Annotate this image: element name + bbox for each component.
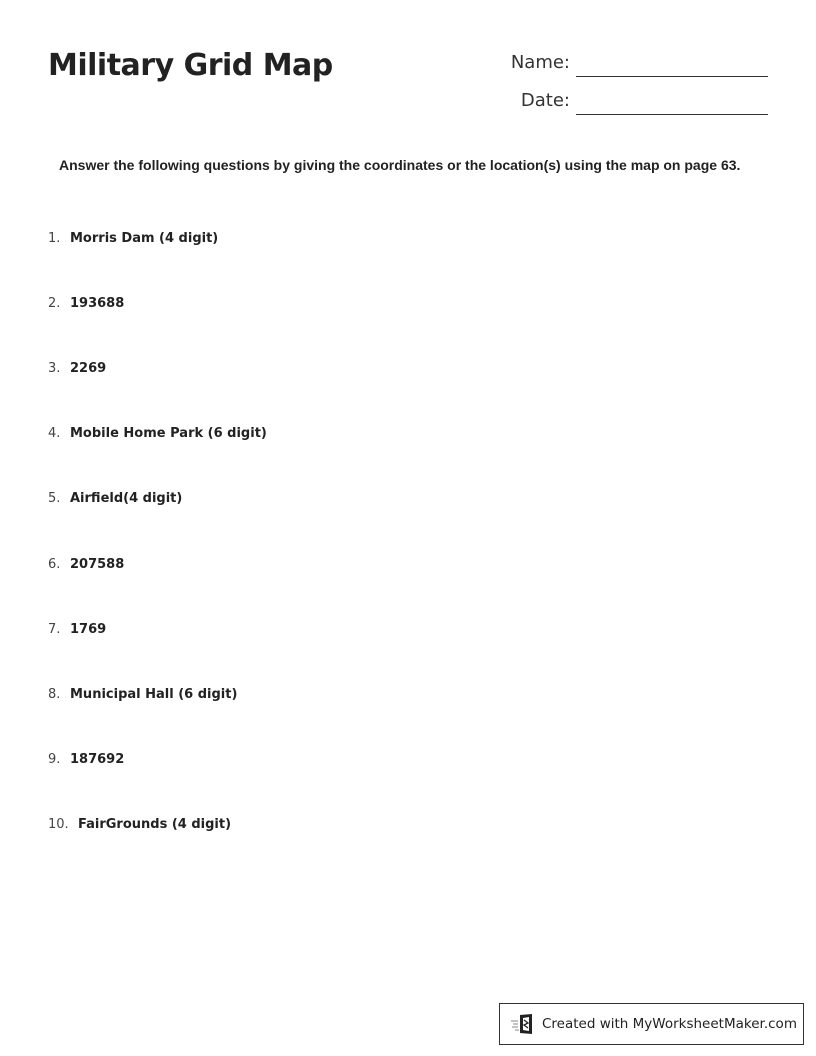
question-number: 2. <box>48 296 61 311</box>
name-label: Name: <box>510 52 570 73</box>
question-text: 187692 <box>70 752 125 767</box>
instructions: Answer the following questions by giving the coordinates or the location(s) using the map on page 63. <box>59 157 741 173</box>
date-input-line[interactable] <box>576 114 768 115</box>
question-text: 1769 <box>70 622 107 637</box>
question-number: 8. <box>48 687 61 702</box>
question-text: Airfield(4 digit) <box>70 491 183 506</box>
question-number: 3. <box>48 361 61 376</box>
question-number: 10. <box>48 817 69 832</box>
question-number: 9. <box>48 752 61 767</box>
date-label: Date: <box>520 90 570 111</box>
question-text: 207588 <box>70 557 125 572</box>
worksheet-title: Military Grid Map <box>48 48 333 83</box>
question-item <box>48 817 231 832</box>
footer-credit-badge[interactable] <box>499 1003 804 1045</box>
question-number: 1. <box>48 231 61 246</box>
question-text: Morris Dam (4 digit) <box>70 231 219 246</box>
question-item <box>48 752 124 767</box>
question-number: 5. <box>48 491 61 506</box>
question-number: 4. <box>48 426 61 441</box>
question-item <box>48 361 106 376</box>
question-item <box>48 296 124 311</box>
question-item <box>48 491 182 506</box>
question-item <box>48 426 267 441</box>
question-text: 2269 <box>70 361 107 376</box>
question-item <box>48 557 124 572</box>
footer-credit-text: Created with MyWorksheetMaker.com <box>542 1016 797 1032</box>
question-text: Mobile Home Park (6 digit) <box>70 426 267 441</box>
question-item <box>48 622 106 637</box>
question-text: FairGrounds (4 digit) <box>78 817 232 832</box>
question-text: 193688 <box>70 296 125 311</box>
question-number: 7. <box>48 622 61 637</box>
date-field[interactable] <box>490 88 770 118</box>
question-item <box>48 231 218 246</box>
worksheet-maker-logo-icon <box>510 1013 536 1035</box>
question-item <box>48 687 237 702</box>
name-input-line[interactable] <box>576 76 768 77</box>
name-field[interactable] <box>490 50 770 80</box>
question-text: Municipal Hall (6 digit) <box>70 687 238 702</box>
question-number: 6. <box>48 557 61 572</box>
